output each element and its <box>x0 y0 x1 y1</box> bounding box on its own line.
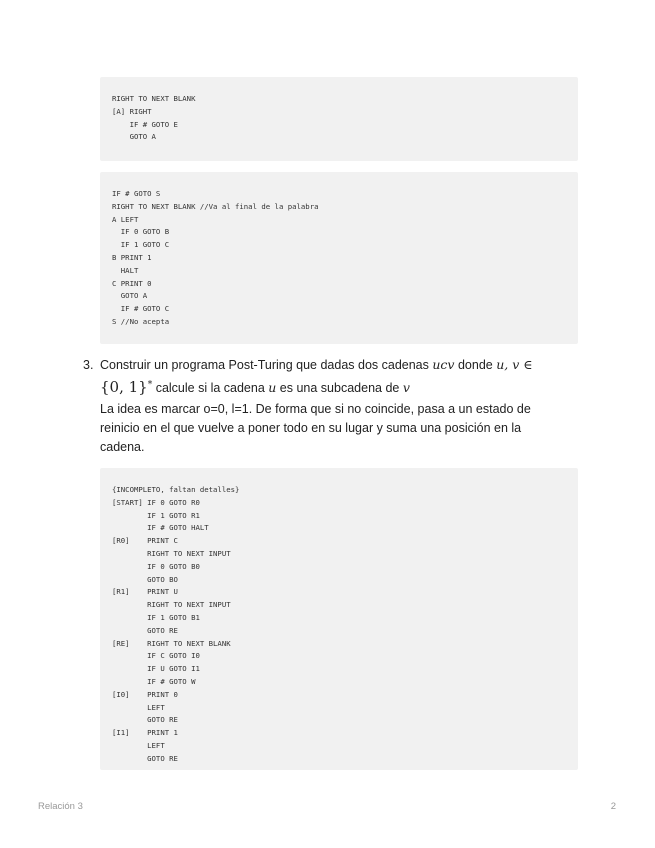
list-item-text <box>100 355 553 398</box>
text: donde <box>454 358 497 372</box>
list-number: 3. <box>83 358 94 372</box>
code-text: RIGHT TO NEXT BLANK [A] RIGHT IF # GOTO E GOTO A <box>112 94 196 142</box>
list-item-3 <box>83 355 553 398</box>
math-ucv: ucv <box>432 357 455 372</box>
text: es una subcadena de <box>276 381 403 396</box>
text: Construir un programa Post-Turing que dadas dos cadenas <box>100 358 433 372</box>
math-in: ∈ <box>519 357 533 372</box>
code-block-1 <box>100 77 578 161</box>
math-star: * <box>147 380 153 390</box>
code-text: {INCOMPLETO, faltan detalles} [START] IF 0 GOTO R0 IF 1 GOTO R1 IF # GOTO HALT [R0] PRINT C RIGHT TO NEXT INPUT IF 0 GOTO B0 GOTO BO [R1] PRINT U RIGHT TO NEXT INPUT IF 1 GOTO B1 GOTO RE [RE] RIGHT TO NEXT BLANK IF C GOTO I0 IF U GOTO I1 IF # GOTO W [I0] PRINT 0 LEFT GOTO RE [I1] PRINT 1 LEFT GOTO RE <box>112 485 240 763</box>
explanation-paragraph: La idea es marcar o=0, l=1. De forma que si no coincide, pasa a un estado de reinicio en el que vuelve a poner todo en su lugar y suma una posición en la cadena. <box>100 402 531 454</box>
footer-title: Relación 3 <box>38 801 83 812</box>
math-uv: u, v <box>496 357 520 372</box>
code-block-3 <box>100 468 578 770</box>
code-text: IF # GOTO S RIGHT TO NEXT BLANK //Va al final de la palabra A LEFT IF 0 GOTO B IF 1 GOTO C B PRINT 1 HALT C PRINT 0 GOTO A IF # GOTO C S //No acepta <box>112 189 319 326</box>
code-block-2 <box>100 172 578 344</box>
math-set: {0, 1} <box>100 378 148 397</box>
math-v: v <box>402 380 410 396</box>
text: calcule si la cadena <box>152 381 269 396</box>
math-u: u <box>268 380 277 396</box>
page-number: 2 <box>610 801 616 812</box>
